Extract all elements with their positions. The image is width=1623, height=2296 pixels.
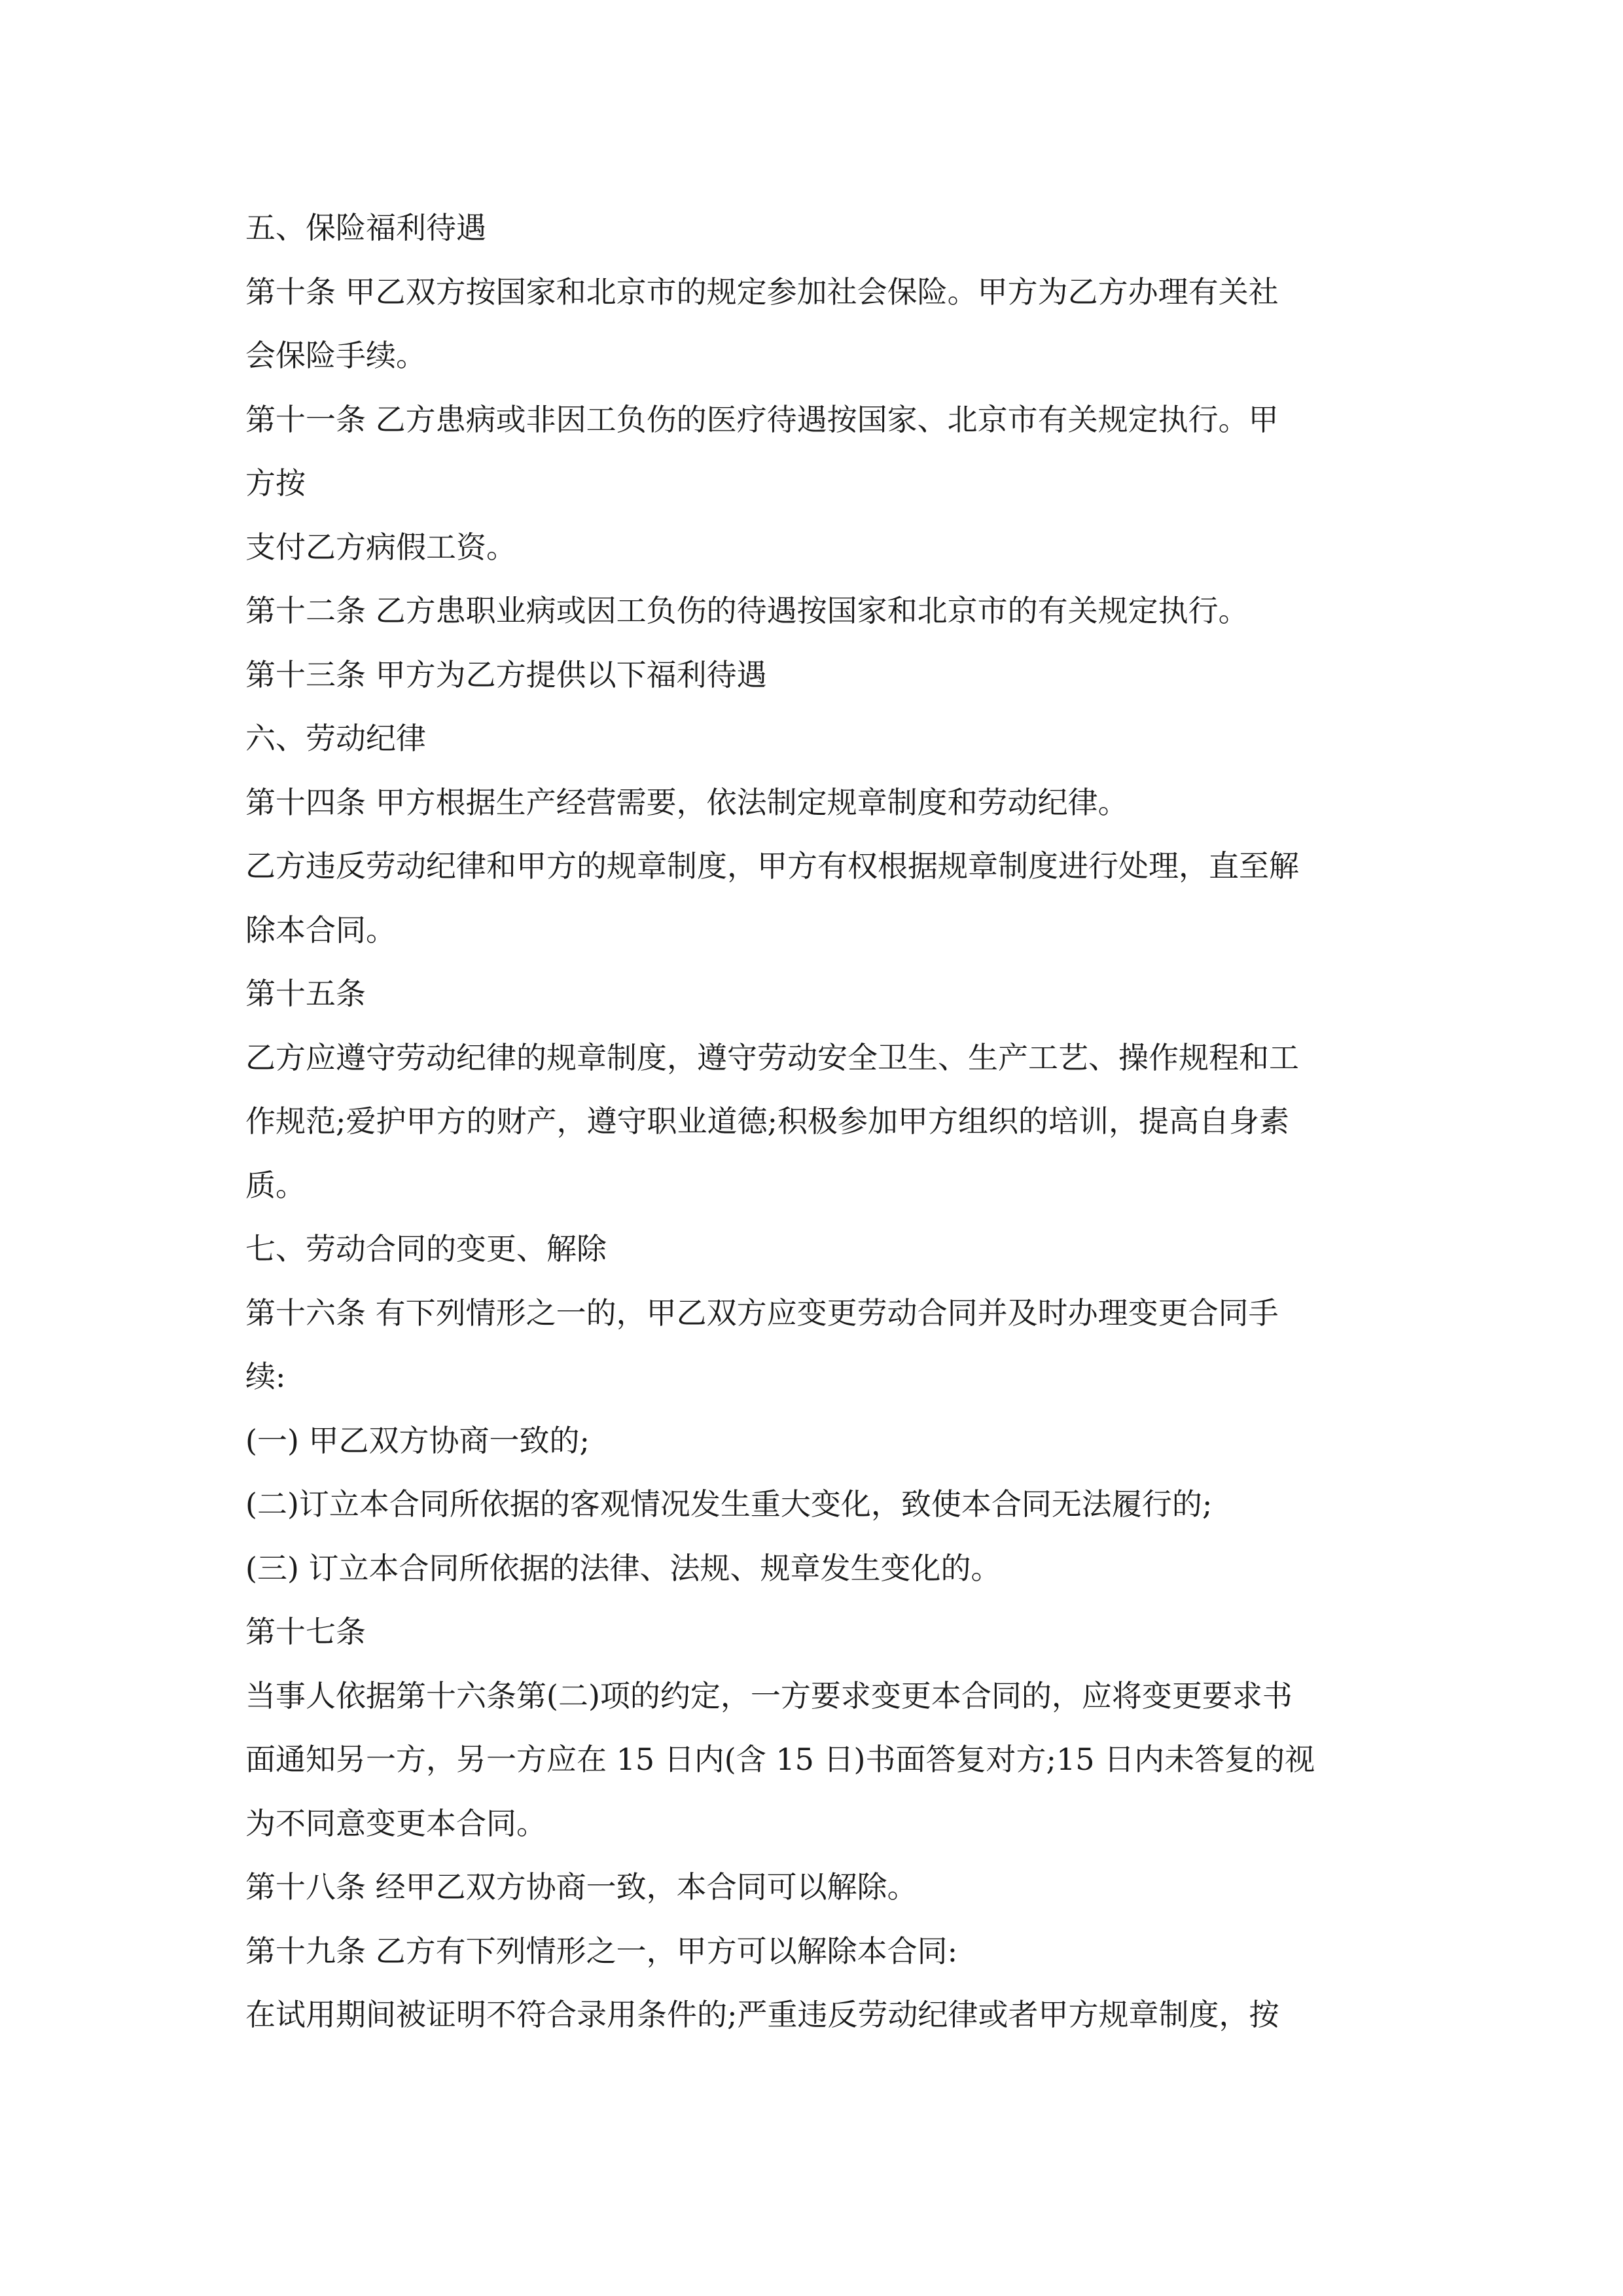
article-15-line-2: 作规范;爱护甲方的财产，遵守职业道德;积极参加甲方组织的培训，提高自身素 — [245, 1103, 1289, 1139]
article-11-line-2: 方按 — [245, 465, 306, 501]
article-16-item-3: (三) 订立本合同所依据的法律、法规、规章发生变化的。 — [245, 1550, 1001, 1586]
article-19-line-1: 第十九条 乙方有下列情形之一，甲方可以解除本合同: — [245, 1933, 958, 1969]
article-10-line-2: 会保险手续。 — [245, 338, 426, 373]
article-16-item-1: (一) 甲乙双方协商一致的; — [245, 1422, 590, 1458]
section-heading-insurance: 五、保险福利待遇 — [245, 210, 486, 245]
article-11-line-3: 支付乙方病假工资。 — [245, 529, 516, 565]
article-17-line-3: 为不同意变更本合同。 — [245, 1805, 546, 1841]
article-16-line-2: 续: — [245, 1359, 286, 1394]
article-15-line-1: 乙方应遵守劳动纪律的规章制度，遵守劳动安全卫生、生产工艺、操作规程和工 — [245, 1039, 1299, 1075]
article-14-line-3: 除本合同。 — [245, 912, 396, 948]
article-15-heading: 第十五条 — [245, 976, 366, 1011]
article-17-line-2: 面通知另一方，另一方应在 15 日内(含 15 日)书面答复对方;15 日内未答复的视 — [245, 1742, 1315, 1777]
article-17-line-1: 当事人依据第十六条第(二)项的约定，一方要求变更本合同的，应将变更要求书 — [245, 1677, 1293, 1713]
article-10-line-1: 第十条 甲乙双方按国家和北京市的规定参加社会保险。甲方为乙方办理有关社 — [245, 274, 1279, 310]
article-14-line-1: 第十四条 甲方根据生产经营需要，依法制定规章制度和劳动纪律。 — [245, 784, 1128, 820]
article-17-heading: 第十七条 — [245, 1614, 366, 1649]
article-12: 第十二条 乙方患职业病或因工负伤的待遇按国家和北京市的有关规定执行。 — [245, 593, 1249, 628]
article-19-line-2: 在试用期间被证明不符合录用条件的;严重违反劳动纪律或者甲方规章制度，按 — [245, 1997, 1279, 2032]
section-heading-change-termination: 七、劳动合同的变更、解除 — [245, 1231, 607, 1266]
article-18: 第十八条 经甲乙双方协商一致，本合同可以解除。 — [245, 1869, 918, 1905]
article-13: 第十三条 甲方为乙方提供以下福利待遇 — [245, 656, 767, 692]
section-heading-discipline: 六、劳动纪律 — [245, 721, 426, 756]
article-16-item-2: (二)订立本合同所依据的客观情况发生重大变化，致使本合同无法履行的; — [245, 1486, 1213, 1522]
article-15-line-3: 质。 — [245, 1167, 306, 1203]
article-16-line-1: 第十六条 有下列情形之一的，甲乙双方应变更劳动合同并及时办理变更合同手 — [245, 1295, 1279, 1331]
article-11-line-1: 第十一条 乙方患病或非因工负伤的医疗待遇按国家、北京市有关规定执行。甲 — [245, 401, 1279, 437]
document-body — [245, 196, 1384, 2047]
article-14-line-2: 乙方违反劳动纪律和甲方的规章制度，甲方有权根据规章制度进行处理，直至解 — [245, 848, 1299, 884]
